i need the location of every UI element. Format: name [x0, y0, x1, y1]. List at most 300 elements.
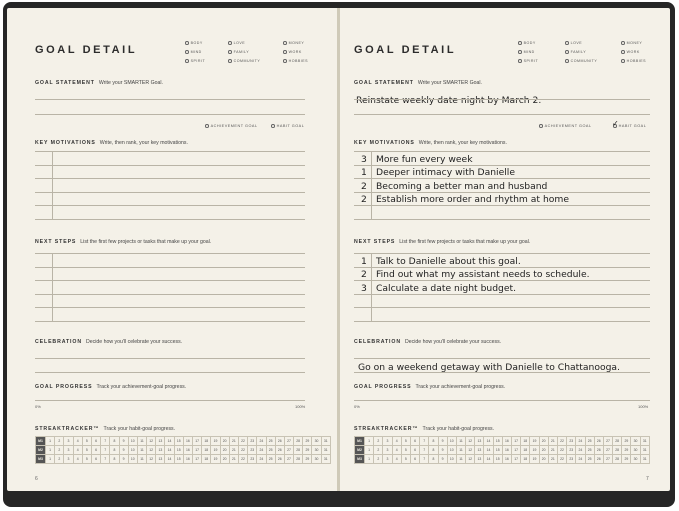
category-body[interactable]: BODY	[185, 41, 203, 45]
category-hobbies[interactable]: HOBBIES	[283, 59, 308, 63]
ruled-line	[35, 307, 305, 308]
progress-start-label: 0%	[354, 404, 360, 409]
streak-day-cell[interactable]: 12	[147, 437, 156, 446]
streak-day-cell[interactable]: 9	[119, 446, 128, 455]
streak-day-cell[interactable]: 4	[73, 446, 82, 455]
streak-day-cell[interactable]: 6	[410, 437, 419, 446]
streak-day-cell[interactable]: 10	[128, 455, 137, 464]
streak-day-cell[interactable]: 14	[165, 455, 174, 464]
category-family[interactable]: FAMILY	[228, 50, 249, 54]
ruled-line	[354, 280, 650, 281]
streak-day-cell[interactable]: 21	[548, 446, 557, 455]
ruled-line	[35, 114, 305, 115]
streak-day-cell[interactable]: 21	[229, 437, 238, 446]
streak-day-cell[interactable]: 25	[585, 437, 594, 446]
streak-day-cell[interactable]: 15	[174, 446, 183, 455]
streak-day-cell[interactable]: 31	[321, 446, 330, 455]
circle-icon	[283, 59, 287, 63]
circle-icon	[565, 50, 569, 54]
streak-day-cell[interactable]: 16	[183, 455, 192, 464]
streak-day-cell[interactable]: 9	[119, 455, 128, 464]
streak-day-cell[interactable]: 22	[238, 455, 247, 464]
streak-day-cell[interactable]: 31	[640, 455, 649, 464]
streak-day-cell[interactable]: 28	[613, 437, 622, 446]
rank-column-divider	[52, 253, 53, 321]
streak-day-cell[interactable]: 18	[521, 446, 530, 455]
streak-day-cell[interactable]: 26	[594, 446, 603, 455]
streak-day-cell[interactable]: 19	[211, 446, 220, 455]
streak-day-cell[interactable]: 26	[275, 446, 284, 455]
streak-day-cell[interactable]: 10	[447, 437, 456, 446]
streak-day-cell[interactable]: 4	[73, 437, 82, 446]
streak-day-cell[interactable]: 24	[576, 437, 585, 446]
streak-day-cell[interactable]: 13	[475, 437, 484, 446]
streak-day-cell[interactable]: 26	[275, 437, 284, 446]
category-love[interactable]: LOVE	[228, 41, 245, 45]
streak-day-cell[interactable]: 31	[321, 437, 330, 446]
streak-day-cell[interactable]: 7	[420, 455, 429, 464]
streak-day-cell[interactable]: 23	[567, 437, 576, 446]
streak-day-cell[interactable]: 7	[101, 455, 110, 464]
streak-row-m2: M2 1 2 3 4 5 6 7 8 9 10 11 12 13 14 15 16 17 18 19 20 21 22 23 24 25 26 27 28 29 30 31	[36, 446, 331, 455]
goal-statement-heading: GOAL STATEMENT Write your SMARTER Goal.	[354, 80, 482, 86]
streak-day-cell[interactable]: 2	[55, 437, 64, 446]
streak-day-cell[interactable]: 25	[266, 437, 275, 446]
category-community[interactable]: COMMUNITY	[565, 59, 597, 63]
streak-day-cell[interactable]: 28	[613, 455, 622, 464]
streak-day-cell[interactable]: 6	[91, 437, 100, 446]
streak-day-cell[interactable]: 19	[530, 446, 539, 455]
next-steps-heading: NEXT STEPS List the first few projects or tasks that make up your goal.	[354, 239, 531, 245]
ruled-line	[354, 205, 650, 206]
streak-day-cell[interactable]: 7	[101, 446, 110, 455]
streak-day-cell[interactable]: 17	[193, 446, 202, 455]
circle-icon	[539, 124, 543, 128]
progress-start-label: 0%	[35, 404, 41, 409]
checkmark-icon: ✓	[612, 119, 619, 128]
circle-icon	[518, 41, 522, 45]
streak-day-cell[interactable]: 8	[110, 437, 119, 446]
streak-day-cell[interactable]: 26	[275, 455, 284, 464]
streak-day-cell[interactable]: 22	[557, 437, 566, 446]
streak-day-cell[interactable]: 15	[174, 455, 183, 464]
streak-day-cell[interactable]: 3	[383, 437, 392, 446]
category-family[interactable]: FAMILY	[565, 50, 586, 54]
motivation-rank: 1	[361, 167, 367, 178]
streak-row-m2: M2 1 2 3 4 5 6 7 8 9 10 11 12 13 14 15 16 17 18 19 20 21 22 23 24 25 26 27 28 29 30 31	[355, 446, 650, 455]
ruled-line	[354, 192, 650, 193]
motivation-text[interactable]: Establish more order and rhythm at home	[376, 194, 570, 205]
streak-day-cell[interactable]: 16	[183, 446, 192, 455]
circle-icon	[228, 59, 232, 63]
progress-track	[354, 400, 650, 401]
streak-day-cell[interactable]: 20	[539, 437, 548, 446]
ruled-line	[35, 267, 305, 268]
step-text[interactable]: Talk to Danielle about this goal.	[376, 256, 521, 267]
streak-day-cell[interactable]: 6	[91, 446, 100, 455]
streak-day-cell[interactable]: 22	[238, 446, 247, 455]
ruled-line	[354, 99, 650, 100]
streak-day-cell[interactable]: 1	[365, 437, 374, 446]
streak-day-cell[interactable]: 11	[456, 446, 465, 455]
streak-day-cell[interactable]: 4	[392, 446, 401, 455]
ruled-line	[354, 294, 650, 295]
celebration-text[interactable]: Go on a weekend getaway with Danielle to Chattanooga.	[358, 362, 620, 373]
streak-day-cell[interactable]: 17	[512, 455, 521, 464]
category-mind[interactable]: MIND	[518, 50, 535, 54]
streak-day-cell[interactable]: 14	[165, 446, 174, 455]
streak-day-cell[interactable]: 31	[640, 437, 649, 446]
page-title: GOAL DETAIL	[35, 44, 138, 56]
category-hobbies[interactable]: HOBBIES	[621, 59, 646, 63]
streak-day-cell[interactable]: 5	[82, 455, 91, 464]
streak-day-cell[interactable]: 5	[401, 455, 410, 464]
streak-day-cell[interactable]: 13	[156, 437, 165, 446]
motivation-rank: 2	[361, 194, 367, 205]
streak-day-cell[interactable]: 11	[137, 446, 146, 455]
motivation-rank: 2	[361, 181, 367, 192]
streak-day-cell[interactable]: 28	[294, 455, 303, 464]
ruled-line	[35, 294, 305, 295]
streak-day-cell[interactable]: 13	[475, 455, 484, 464]
streak-day-cell[interactable]: 18	[202, 437, 211, 446]
step-text[interactable]: Find out what my assistant needs to schedule.	[376, 269, 590, 280]
streak-day-cell[interactable]: 24	[257, 437, 266, 446]
achievement-goal-option[interactable]: ACHIEVEMENT GOAL	[205, 124, 258, 128]
streak-day-cell[interactable]: 25	[585, 446, 594, 455]
streak-day-cell[interactable]: 10	[128, 446, 137, 455]
streak-row-m3: M3 1 2 3 4 5 6 7 8 9 10 11 12 13 14 15 16 17 18 19 20 21 22 23 24 25 26 27 28 29 30 31	[355, 455, 650, 464]
streak-day-cell[interactable]: 3	[383, 455, 392, 464]
streak-day-cell[interactable]: 5	[82, 437, 91, 446]
streak-day-cell[interactable]: 15	[493, 446, 502, 455]
streak-day-cell[interactable]: 6	[410, 455, 419, 464]
streak-day-cell[interactable]: 31	[321, 455, 330, 464]
streak-day-cell[interactable]: 23	[567, 446, 576, 455]
streak-day-cell[interactable]: 4	[392, 437, 401, 446]
streak-day-cell[interactable]: 24	[257, 446, 266, 455]
streak-day-cell[interactable]: 14	[484, 437, 493, 446]
circle-icon	[185, 59, 189, 63]
streak-day-cell[interactable]: 15	[174, 437, 183, 446]
streak-day-cell[interactable]: 11	[456, 437, 465, 446]
streak-day-cell[interactable]: 30	[312, 455, 321, 464]
category-work[interactable]: WORK	[283, 50, 302, 54]
ruled-line	[35, 205, 305, 206]
streak-day-cell[interactable]: 21	[548, 437, 557, 446]
streak-day-cell[interactable]: 20	[220, 455, 229, 464]
circle-icon	[565, 59, 569, 63]
achievement-goal-option[interactable]: ACHIEVEMENT GOAL	[539, 124, 592, 128]
step-rank: 1	[361, 256, 367, 267]
celebration-heading: CELEBRATION Decide how you'll celebrate your success.	[354, 339, 502, 345]
ruled-line	[35, 151, 305, 152]
streak-day-cell[interactable]: 1	[365, 446, 374, 455]
circle-icon	[271, 124, 275, 128]
ruled-line	[35, 372, 305, 373]
streak-day-cell[interactable]: 12	[147, 446, 156, 455]
streak-day-cell[interactable]: 30	[312, 446, 321, 455]
streak-day-cell[interactable]: 21	[548, 455, 557, 464]
category-money[interactable]: MONEY	[283, 41, 304, 45]
streak-day-cell[interactable]: 14	[484, 455, 493, 464]
streak-row-m1: M1 1 2 3 4 5 6 7 8 9 10 11 12 13 14 15 16 17 18 19 20 21 22 23 24 25 26 27 28 29 30 31	[355, 437, 650, 446]
streak-day-cell[interactable]: 12	[466, 437, 475, 446]
streak-row-m1: M1 1 2 3 4 5 6 7 8 9 10 11 12 13 14 15 16 17 18 19 20 21 22 23 24 25 26 27 28 29 30 31	[36, 437, 331, 446]
ruled-line	[354, 178, 650, 179]
right-page	[340, 8, 670, 491]
streak-day-cell[interactable]: 5	[82, 446, 91, 455]
streak-day-cell[interactable]: 13	[156, 446, 165, 455]
streak-day-cell[interactable]: 1	[46, 446, 55, 455]
streak-day-cell[interactable]: 29	[622, 455, 631, 464]
streak-day-cell[interactable]: 25	[266, 446, 275, 455]
streak-day-cell[interactable]: 21	[229, 455, 238, 464]
celebration-heading: CELEBRATION Decide how you'll celebrate your success.	[35, 339, 183, 345]
step-rank: 2	[361, 269, 367, 280]
streak-day-cell[interactable]: 17	[193, 437, 202, 446]
streak-day-cell[interactable]: 22	[557, 446, 566, 455]
streak-day-cell[interactable]: 23	[248, 446, 257, 455]
ruled-line	[35, 178, 305, 179]
streak-day-cell[interactable]: 21	[229, 446, 238, 455]
streak-day-cell[interactable]: 6	[410, 446, 419, 455]
ruled-line	[354, 114, 650, 115]
streak-day-cell[interactable]: 24	[257, 455, 266, 464]
category-spirit[interactable]: SPIRIT	[518, 59, 538, 63]
circle-icon	[228, 41, 232, 45]
streak-day-cell[interactable]: 10	[447, 455, 456, 464]
streak-day-cell[interactable]: 9	[438, 446, 447, 455]
streak-day-cell[interactable]: 2	[55, 446, 64, 455]
streak-day-cell[interactable]: 26	[594, 455, 603, 464]
streak-day-cell[interactable]: 16	[502, 455, 511, 464]
streak-day-cell[interactable]: 19	[530, 455, 539, 464]
streak-day-cell[interactable]: 17	[193, 455, 202, 464]
streak-day-cell[interactable]: 20	[539, 446, 548, 455]
progress-track	[35, 400, 305, 401]
streak-day-cell[interactable]: 23	[248, 455, 257, 464]
streak-day-cell[interactable]: 19	[211, 437, 220, 446]
streaktracker-heading: STREAKTRACKER™ Track your habit-goal progress.	[354, 426, 495, 432]
streak-day-cell[interactable]: 16	[502, 446, 511, 455]
streak-day-cell[interactable]: 17	[512, 437, 521, 446]
category-mind[interactable]: MIND	[185, 50, 202, 54]
streak-day-cell[interactable]: 30	[631, 455, 640, 464]
streaktracker-grid	[354, 436, 650, 464]
streak-day-cell[interactable]: 2	[374, 437, 383, 446]
streak-day-cell[interactable]: 13	[475, 446, 484, 455]
streak-day-cell[interactable]: 30	[631, 437, 640, 446]
streak-day-cell[interactable]: 23	[248, 437, 257, 446]
streak-day-cell[interactable]: 15	[493, 455, 502, 464]
ruled-line	[354, 165, 650, 166]
ruled-line	[354, 151, 650, 152]
streak-day-cell[interactable]: 7	[101, 437, 110, 446]
streak-day-cell[interactable]: 30	[631, 446, 640, 455]
motivation-text[interactable]: Deeper intimacy with Danielle	[376, 167, 515, 178]
streak-day-cell[interactable]: 20	[539, 455, 548, 464]
streak-day-cell[interactable]: 5	[401, 446, 410, 455]
streak-day-cell[interactable]: 19	[211, 455, 220, 464]
streak-day-cell[interactable]: 3	[64, 446, 73, 455]
streak-day-cell[interactable]: 27	[284, 446, 293, 455]
streak-day-cell[interactable]: 24	[576, 446, 585, 455]
streak-day-cell[interactable]: 22	[557, 455, 566, 464]
category-spirit[interactable]: SPIRIT	[185, 59, 205, 63]
streak-day-cell[interactable]: 15	[493, 437, 502, 446]
ruled-line	[354, 307, 650, 308]
ruled-line	[354, 267, 650, 268]
category-checklist	[185, 41, 315, 69]
ruled-line	[354, 321, 650, 322]
streak-day-cell[interactable]: 29	[622, 446, 631, 455]
goal-statement-heading: GOAL STATEMENT Write your SMARTER Goal.	[35, 80, 163, 86]
rank-column-divider	[371, 151, 372, 219]
streak-day-cell[interactable]: 20	[220, 437, 229, 446]
progress-end-label: 100%	[638, 404, 649, 409]
streak-day-cell[interactable]: 3	[64, 455, 73, 464]
ruled-line	[354, 219, 650, 220]
ruled-line	[35, 99, 305, 100]
streak-day-cell[interactable]: 8	[110, 455, 119, 464]
streaktracker-grid	[35, 436, 331, 464]
streak-day-cell[interactable]: 12	[466, 446, 475, 455]
circle-icon	[205, 124, 209, 128]
streak-day-cell[interactable]: 2	[374, 446, 383, 455]
streak-day-cell[interactable]: 9	[119, 437, 128, 446]
streak-day-cell[interactable]: 2	[374, 455, 383, 464]
streak-day-cell[interactable]: 4	[73, 455, 82, 464]
category-body[interactable]: BODY	[518, 41, 536, 45]
streak-day-cell[interactable]: 3	[64, 437, 73, 446]
streak-day-cell[interactable]: 10	[447, 446, 456, 455]
streak-day-cell[interactable]: 27	[603, 446, 612, 455]
streak-day-cell[interactable]: 11	[456, 455, 465, 464]
ruled-line	[354, 253, 650, 254]
category-community[interactable]: COMMUNITY	[228, 59, 260, 63]
streak-day-cell[interactable]: 28	[294, 437, 303, 446]
streak-day-cell[interactable]: 23	[567, 455, 576, 464]
streak-day-cell[interactable]: 30	[312, 437, 321, 446]
goal-statement-text[interactable]: Reinstate weekly date night by March 2.	[356, 95, 542, 106]
streak-day-cell[interactable]: 3	[383, 446, 392, 455]
streak-day-cell[interactable]: 8	[429, 455, 438, 464]
ruled-line	[354, 358, 650, 359]
category-money[interactable]: MONEY	[621, 41, 642, 45]
habit-goal-option[interactable]: HABIT GOAL	[271, 124, 304, 128]
motivation-text[interactable]: Becoming a better man and husband	[376, 181, 548, 192]
streak-day-cell[interactable]: 1	[365, 455, 374, 464]
ruled-line	[35, 321, 305, 322]
streak-day-cell[interactable]: 29	[303, 446, 312, 455]
circle-icon	[518, 59, 522, 63]
streak-day-cell[interactable]: 5	[401, 437, 410, 446]
step-text[interactable]: Calculate a date night budget.	[376, 283, 517, 294]
circle-icon	[621, 59, 625, 63]
streak-day-cell[interactable]: 14	[165, 437, 174, 446]
streak-day-cell[interactable]: 18	[202, 455, 211, 464]
streak-day-cell[interactable]: 27	[603, 437, 612, 446]
habit-goal-option[interactable]: HABIT GOAL	[613, 124, 646, 128]
streak-day-cell[interactable]: 18	[521, 437, 530, 446]
circle-icon	[283, 41, 287, 45]
streak-day-cell[interactable]: 8	[429, 446, 438, 455]
streak-day-cell[interactable]: 7	[420, 446, 429, 455]
streak-day-cell[interactable]: 12	[466, 455, 475, 464]
streak-day-cell[interactable]: 22	[238, 437, 247, 446]
page-number: 6	[35, 476, 38, 482]
streak-day-cell[interactable]: 19	[530, 437, 539, 446]
streak-day-cell[interactable]: 25	[585, 455, 594, 464]
streak-day-cell[interactable]: 27	[284, 455, 293, 464]
streak-day-cell[interactable]: 1	[46, 437, 55, 446]
ruled-line	[35, 219, 305, 220]
ruled-line	[35, 192, 305, 193]
rank-column-divider	[371, 253, 372, 321]
circle-icon	[228, 50, 232, 54]
category-love[interactable]: LOVE	[565, 41, 582, 45]
streak-day-cell[interactable]: 27	[603, 455, 612, 464]
streak-day-cell[interactable]: 26	[594, 437, 603, 446]
streak-day-cell[interactable]: 31	[640, 446, 649, 455]
streak-day-cell[interactable]: 2	[55, 455, 64, 464]
streak-day-cell[interactable]: 18	[521, 455, 530, 464]
streak-day-cell[interactable]: 8	[110, 446, 119, 455]
streak-day-cell[interactable]: 6	[91, 455, 100, 464]
rank-column-divider	[52, 151, 53, 219]
streak-day-cell[interactable]: 24	[576, 455, 585, 464]
streak-day-cell[interactable]: 25	[266, 455, 275, 464]
key-motivations-heading: KEY MOTIVATIONS Write, then rank, your key motivations.	[35, 140, 188, 146]
page-number: 7	[646, 476, 649, 482]
streak-day-cell[interactable]: 10	[128, 437, 137, 446]
streak-day-cell[interactable]: 7	[420, 437, 429, 446]
category-work[interactable]: WORK	[621, 50, 640, 54]
circle-icon	[621, 41, 625, 45]
circle-icon	[621, 50, 625, 54]
streak-day-cell[interactable]: 8	[429, 437, 438, 446]
streak-day-cell[interactable]: 11	[137, 455, 146, 464]
streak-day-cell[interactable]: 1	[46, 455, 55, 464]
streak-day-cell[interactable]: 4	[392, 455, 401, 464]
ruled-line	[35, 253, 305, 254]
streak-day-cell[interactable]: 28	[613, 446, 622, 455]
streak-day-cell[interactable]: 12	[147, 455, 156, 464]
streak-day-cell[interactable]: 28	[294, 446, 303, 455]
streak-day-cell[interactable]: 14	[484, 446, 493, 455]
ruled-line	[35, 165, 305, 166]
circle-icon	[185, 50, 189, 54]
streak-day-cell[interactable]: 20	[220, 446, 229, 455]
streaktracker-heading: STREAKTRACKER™ Track your habit-goal progress.	[35, 426, 176, 432]
streak-day-cell[interactable]: 9	[438, 437, 447, 446]
circle-icon	[185, 41, 189, 45]
streak-day-cell[interactable]: 18	[202, 446, 211, 455]
streak-day-cell[interactable]: 29	[622, 437, 631, 446]
streak-day-cell[interactable]: 29	[303, 437, 312, 446]
streak-day-cell[interactable]: 29	[303, 455, 312, 464]
streak-day-cell[interactable]: 16	[183, 437, 192, 446]
streak-day-cell[interactable]: 13	[156, 455, 165, 464]
streak-day-cell[interactable]: 11	[137, 437, 146, 446]
streak-day-cell[interactable]: 27	[284, 437, 293, 446]
motivation-text[interactable]: More fun every week	[376, 154, 473, 165]
streak-day-cell[interactable]: 16	[502, 437, 511, 446]
streak-day-cell[interactable]: 9	[438, 455, 447, 464]
ruled-line	[35, 280, 305, 281]
streak-day-cell[interactable]: 17	[512, 446, 521, 455]
